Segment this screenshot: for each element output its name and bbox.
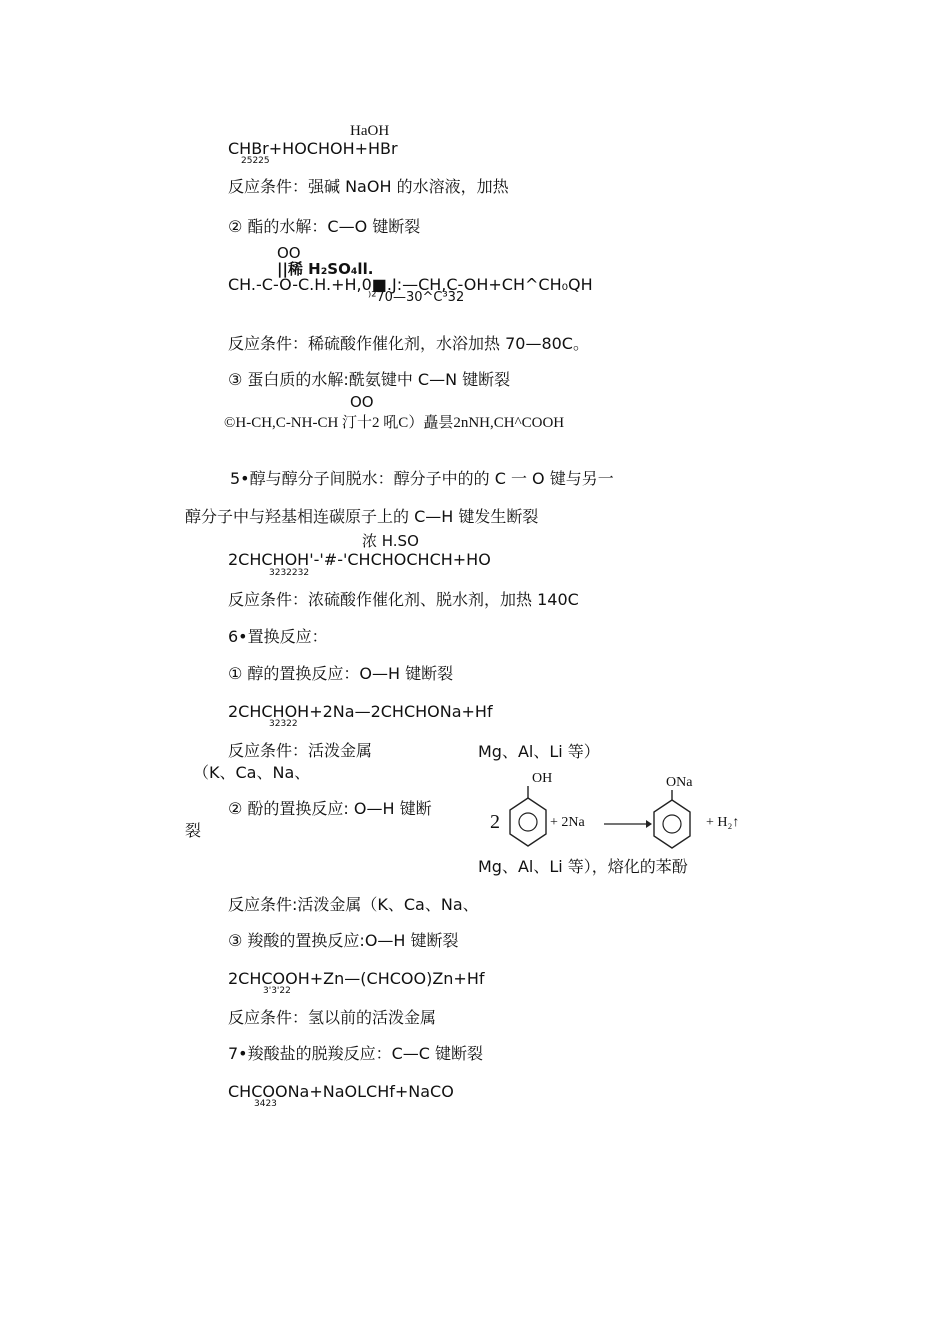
alcohol-substitution-heading: ① 醇的置换反应：O—H 键断裂 xyxy=(228,664,454,683)
condition-text: （K、Ca、Na、 xyxy=(193,763,311,782)
reaction-condition-below: ⁾²70—30^C³32 xyxy=(368,290,465,305)
equation: 2CHCOOH+Zn—(CHCOO)Zn+Hf xyxy=(228,969,485,988)
carbonyl-oo: OO xyxy=(277,244,301,262)
condition-text: 反应条件:活泼金属（K、Ca、Na、 xyxy=(228,895,479,914)
benzene-ring-icon xyxy=(506,786,550,856)
sodium-reagent: + 2Na xyxy=(550,815,585,830)
equation: ©H-CH,C-NH-CH 汀十2 吼C）矗昙2nNH,CH^COOH xyxy=(224,415,565,431)
condition-text: Mg、Al、Li 等） xyxy=(478,742,600,761)
reagent-label: ||稀 H₂SO₄ll. xyxy=(277,260,374,278)
section-6-heading: 6•置换反应： xyxy=(228,627,328,646)
carbonyl-oo: OO xyxy=(350,393,374,411)
reagent-label: 浓 H.SO xyxy=(362,532,419,550)
section-5-text: 醇分子中与羟基相连碳原子上的 C—H 键发生断裂 xyxy=(185,507,539,526)
phenol-substitution-heading: ② 酚的置换反应: O—H 键断 xyxy=(228,799,432,818)
condition-text: 反应条件：强碱 NaOH 的水溶液，加热 xyxy=(228,177,509,196)
section-7-heading: 7•羧酸盐的脱羧反应：C—C 键断裂 xyxy=(228,1044,484,1063)
protein-hydrolysis-heading: ③ 蛋白质的水解:酰氨键中 C—N 键断裂 xyxy=(228,370,511,389)
equation: 2CHCHOH+2Na—2CHCHONa+Hf xyxy=(228,702,493,721)
coefficient: 2 xyxy=(490,811,500,833)
phenol-substitution-heading: 裂 xyxy=(185,821,202,840)
subscript: 3'3'22 xyxy=(263,986,291,996)
condition-text: 反应条件：活泼金属 xyxy=(228,741,373,760)
hydroxyl-label: OH xyxy=(532,771,553,786)
condition-text: 反应条件：稀硫酸作催化剂，水浴加热 70—80C。 xyxy=(228,334,589,353)
carboxylic-acid-substitution-heading: ③ 羧酸的置换反应:O—H 键断裂 xyxy=(228,931,459,950)
phenol-reaction-figure xyxy=(484,768,754,858)
equation: CHCOONa+NaOLCHf+NaCO xyxy=(228,1082,454,1101)
equation: CH.-C-O-C.H.+H,0■.J:—CH,C-OH+CH^CH₀QH xyxy=(228,275,593,294)
reaction-arrow-icon xyxy=(602,818,652,830)
ester-hydrolysis-heading: ② 酯的水解：C—O 键断裂 xyxy=(228,217,421,236)
section-5-heading: 5•醇与醇分子间脱水：醇分子中的的 C 一 O 键与另一 xyxy=(230,469,614,488)
hydrogen-product: + H₂↑ xyxy=(706,815,740,830)
sodium-phenoxide-label: ONa xyxy=(666,775,693,790)
condition-text: 反应条件：氢以前的活泼金属 xyxy=(228,1008,437,1027)
condition-text: Mg、Al、Li 等），熔化的苯酚 xyxy=(478,857,688,876)
subscript: 3232232 xyxy=(269,568,310,578)
equation: 2CHCHOH'‑'#‑'CHCHOCHCH+HO xyxy=(228,550,491,569)
subscript: 32322 xyxy=(269,719,298,729)
benzene-ring-icon xyxy=(650,790,694,858)
condition-text: 反应条件：浓硫酸作催化剂、脱水剂，加热 140C xyxy=(228,590,579,609)
reagent-label: HaOH xyxy=(350,123,390,139)
subscript: 25225 xyxy=(241,156,270,166)
equation: CHBr+HOCHOH+HBr xyxy=(228,139,398,158)
subscript: 3423 xyxy=(254,1099,277,1109)
